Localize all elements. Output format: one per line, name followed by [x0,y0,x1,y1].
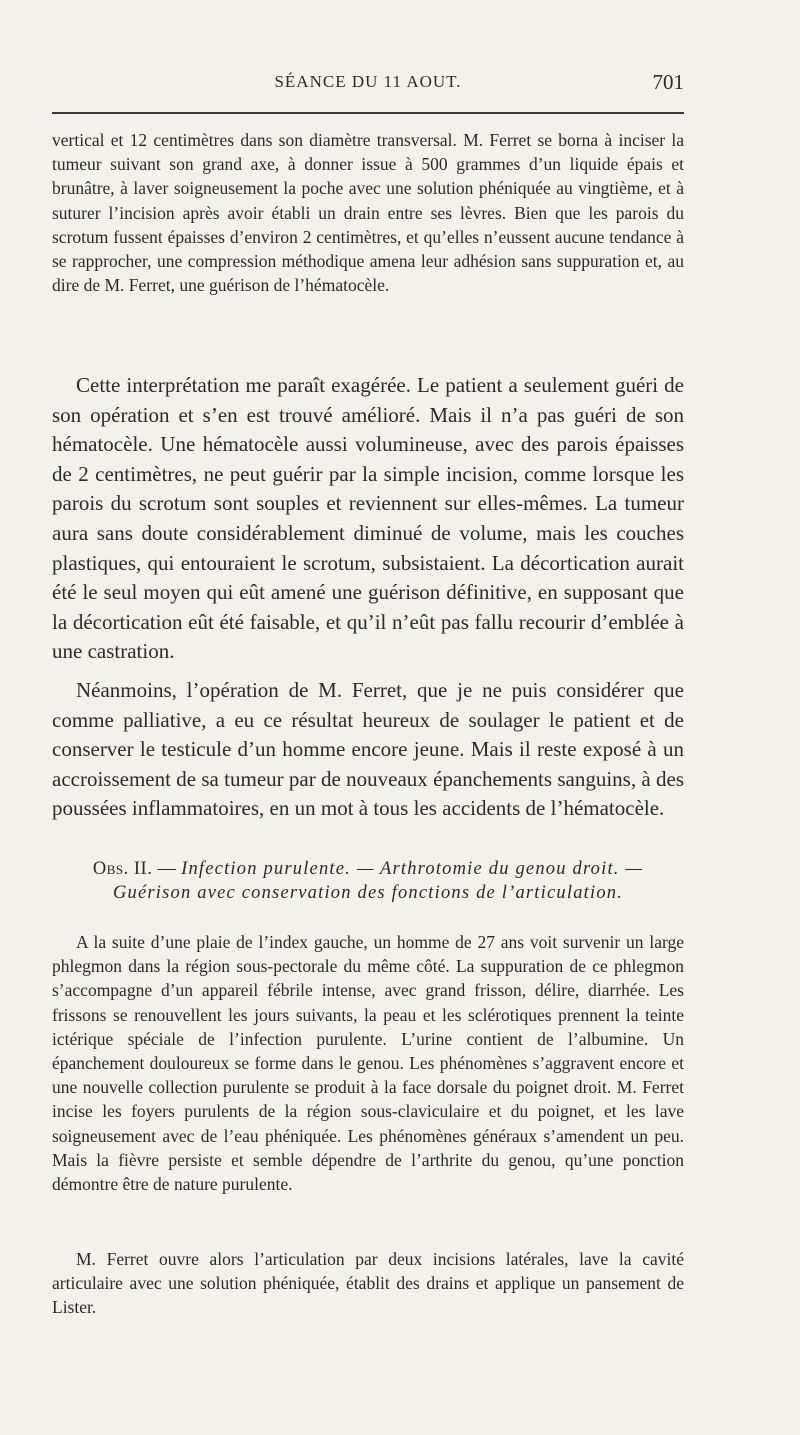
page-number: 701 [652,70,684,94]
observation-heading [52,857,684,905]
paragraph-neanmoins: Néanmoins, l’opération de M. Ferret, que je ne puis considérer que comme palliative, a eu ce résultat heureux de soulager le patient et de conserver le testicule d’un homme encore jeune. Mais il reste exposé à un accroissement de sa tumeur par de nouveaux épanchements sanguins, à des poussées inflammatoires, en un mot à tous les accidents de l’hématocèle. [52,678,684,821]
header-rule [52,112,684,114]
page-header [52,72,684,100]
observation-paragraph-1: A la suite d’une plaie de l’index gauche, un homme de 27 ans voit survenir un large phlegmon dans la région sous-pectorale du même côté. La suppuration de ce phlegmon s’accompagne d’un appareil fébrile intense, avec grand frisson, délire, diarrhée. Les frissons se renouvellent les jours suivants, la peau et les sclérotiques prennent la teinte ictérique spéciale de l’infection purulente. L’urine contient de l’albumine. Un épanchement douloureux se forme dans le genou. Les phénomènes s’aggravent encore et une nouvelle collection purulente se produit à la face dorsale du poignet droit. M. Ferret incise les foyers purulents de la région sous-claviculaire et du poignet, et les lave soigneusement avec de l’eau phéniquée. Les phénomènes généraux s’amendent un peu. Mais la fièvre persiste et semble dépendre de l’arthrite du genou, qu’une ponction démontre être de nature purulente. [52,932,684,1195]
observation-title-line2: Guérison avec conservation des fonctions de l’articulation. [112,883,624,903]
observation-title-line1: Infection purulente. — Arthrotomie du genou droit. — [181,859,644,879]
running-head: SÉANCE DU 11 AOUT. [274,72,462,91]
paragraph-interpretation: Cette interprétation me paraît exagérée. Le patient a seulement guéri de son opération et s’en est trouvé amélioré. Mais il n’a pas guéri de son hématocèle. Une hématocèle aussi volumineuse, avec des parois épaisses de 2 centimètres, ne peut guérir par la simple incision, comme lorsque les parois du scrotum sont souples et reviennent sur elles-mêmes. La tumeur aura sans doute considérablement diminué de volume, mais les couches plastiques, qui entouraient le scrotum, subsistaient. La décortication aurait été le seul moyen qui eût amené une guérison définitive, en supposant que la décortication eût été faisable, et qu’il n’eût pas fallu recourir d’emblée à une castration. [52,373,684,664]
paragraph-continuation: vertical et 12 centimètres dans son diamètre transversal. M. Ferret se borna à inciser la tumeur suivant son grand axe, à donner issue à 500 grammes d’un liquide épais et brunâtre, à laver soigneusement la poche avec une solution phéniquée au vingtième, et à suturer l’incision après avoir établi un drain entre ses lèvres. Bien que les parois du scrotum fussent épaisses d’environ 2 centimètres, et qu’elles n’eussent aucune tendance à se rapprocher, une compression méthodique amena leur adhésion sans suppuration et, au dire de M. Ferret, une guérison de l’hématocèle. [52,130,684,296]
observation-paragraph-2: M. Ferret ouvre alors l’articulation par deux incisions latérales, lave la cavité articulaire avec une solution phéniquée, établit des drains et applique un pansement de Lister. [52,1249,684,1318]
observation-label: Obs. II. — [92,859,177,879]
